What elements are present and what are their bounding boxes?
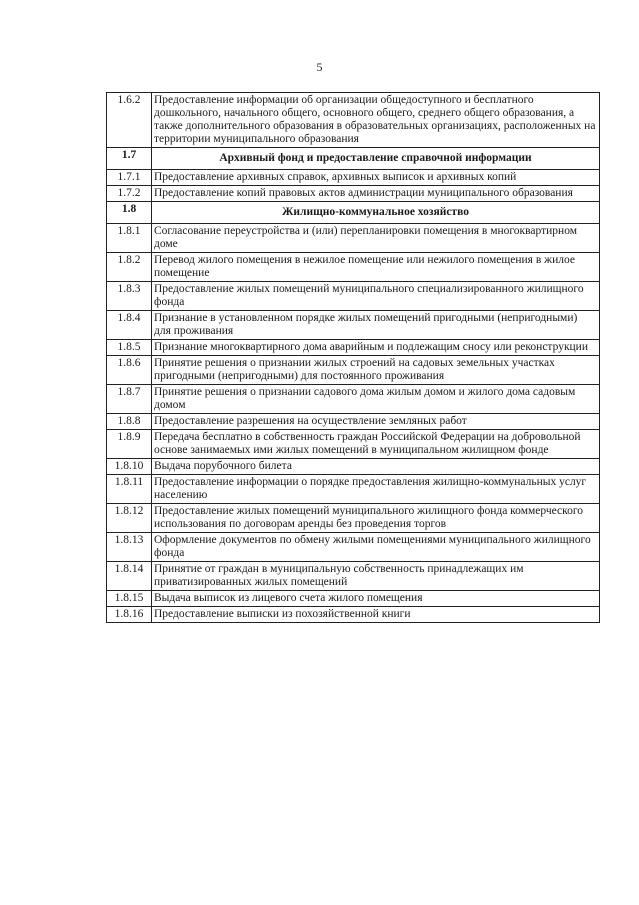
service-row (107, 186, 600, 202)
service-name: Признание многоквартирного дома аварийным и подлежащим сносу или реконструкции (152, 340, 600, 356)
service-row (107, 311, 600, 340)
row-number: 1.8.15 (107, 591, 152, 607)
section-row (107, 202, 600, 224)
service-row (107, 93, 600, 148)
service-row (107, 224, 600, 253)
service-name: Предоставление информации об организации общедоступного и бесплатного дошкольного, начального общего, основного общего, среднего общего образования, а также дополнительного образования в образовательных организациях, расположенных на территории муниципального образования (152, 93, 600, 148)
row-number: 1.8.8 (107, 414, 152, 430)
service-name: Признание в установленном порядке жилых помещений пригодными (непригодными) для проживания (152, 311, 600, 340)
service-name: Предоставление копий правовых актов администрации муниципального образования (152, 186, 600, 202)
service-row (107, 475, 600, 504)
service-row (107, 591, 600, 607)
row-number: 1.7.1 (107, 170, 152, 186)
row-number: 1.8.5 (107, 340, 152, 356)
row-number: 1.8.9 (107, 430, 152, 459)
service-row (107, 459, 600, 475)
service-name: Предоставление жилых помещений муниципального специализированного жилищного фонда (152, 282, 600, 311)
section-title: Жилищно-коммунальное хозяйство (152, 202, 600, 224)
service-name: Выдача порубочного билета (152, 459, 600, 475)
row-number: 1.8.12 (107, 504, 152, 533)
service-row (107, 282, 600, 311)
service-name: Предоставление жилых помещений муниципального жилищного фонда коммерческого использования по договорам аренды без проведения торгов (152, 504, 600, 533)
row-number: 1.8.11 (107, 475, 152, 504)
service-name: Предоставление выписки из похозяйственной книги (152, 607, 600, 623)
service-name: Предоставление архивных справок, архивных выписок и архивных копий (152, 170, 600, 186)
service-row (107, 562, 600, 591)
service-name: Передача бесплатно в собственность граждан Российской Федерации на добровольной основе занимаемых ими жилых помещений в муниципальном жилищном фонде (152, 430, 600, 459)
service-name: Принятие от граждан в муниципальную собственность принадлежащих им приватизированных жилых помещений (152, 562, 600, 591)
service-row (107, 607, 600, 623)
service-name: Принятие решения о признании жилых строений на садовых земельных участках пригодными (непригодными) для постоянного проживания (152, 356, 600, 385)
service-name: Согласование переустройства и (или) перепланировки помещения в многоквартирном доме (152, 224, 600, 253)
row-number: 1.8.6 (107, 356, 152, 385)
row-number: 1.8.4 (107, 311, 152, 340)
section-title: Архивный фонд и предоставление справочной информации (152, 148, 600, 170)
row-number: 1.7 (107, 148, 152, 170)
service-row (107, 414, 600, 430)
row-number: 1.8.3 (107, 282, 152, 311)
service-row (107, 340, 600, 356)
row-number: 1.6.2 (107, 93, 152, 148)
row-number: 1.8.14 (107, 562, 152, 591)
service-row (107, 430, 600, 459)
service-name: Выдача выписок из лицевого счета жилого помещения (152, 591, 600, 607)
service-name: Предоставление разрешения на осуществление земляных работ (152, 414, 600, 430)
service-name: Предоставление информации о порядке предоставления жилищно-коммунальных услуг населению (152, 475, 600, 504)
row-number: 1.8.1 (107, 224, 152, 253)
page-number: 5 (316, 60, 323, 74)
services-table-body (107, 93, 600, 623)
section-row (107, 148, 600, 170)
service-name: Перевод жилого помещения в нежилое помещение или нежилого помещения в жилое помещение (152, 253, 600, 282)
service-row (107, 385, 600, 414)
row-number: 1.8.13 (107, 533, 152, 562)
row-number: 1.8.16 (107, 607, 152, 623)
service-name: Оформление документов по обмену жилыми помещениями муниципального жилищного фонда (152, 533, 600, 562)
row-number: 1.8.7 (107, 385, 152, 414)
service-row (107, 170, 600, 186)
service-row (107, 533, 600, 562)
row-number: 1.7.2 (107, 186, 152, 202)
row-number: 1.8.10 (107, 459, 152, 475)
service-row (107, 504, 600, 533)
row-number: 1.8 (107, 202, 152, 224)
service-row (107, 253, 600, 282)
service-row (107, 356, 600, 385)
row-number: 1.8.2 (107, 253, 152, 282)
service-name: Принятие решения о признании садового дома жилым домом и жилого дома садовым домом (152, 385, 600, 414)
services-table (106, 92, 600, 623)
